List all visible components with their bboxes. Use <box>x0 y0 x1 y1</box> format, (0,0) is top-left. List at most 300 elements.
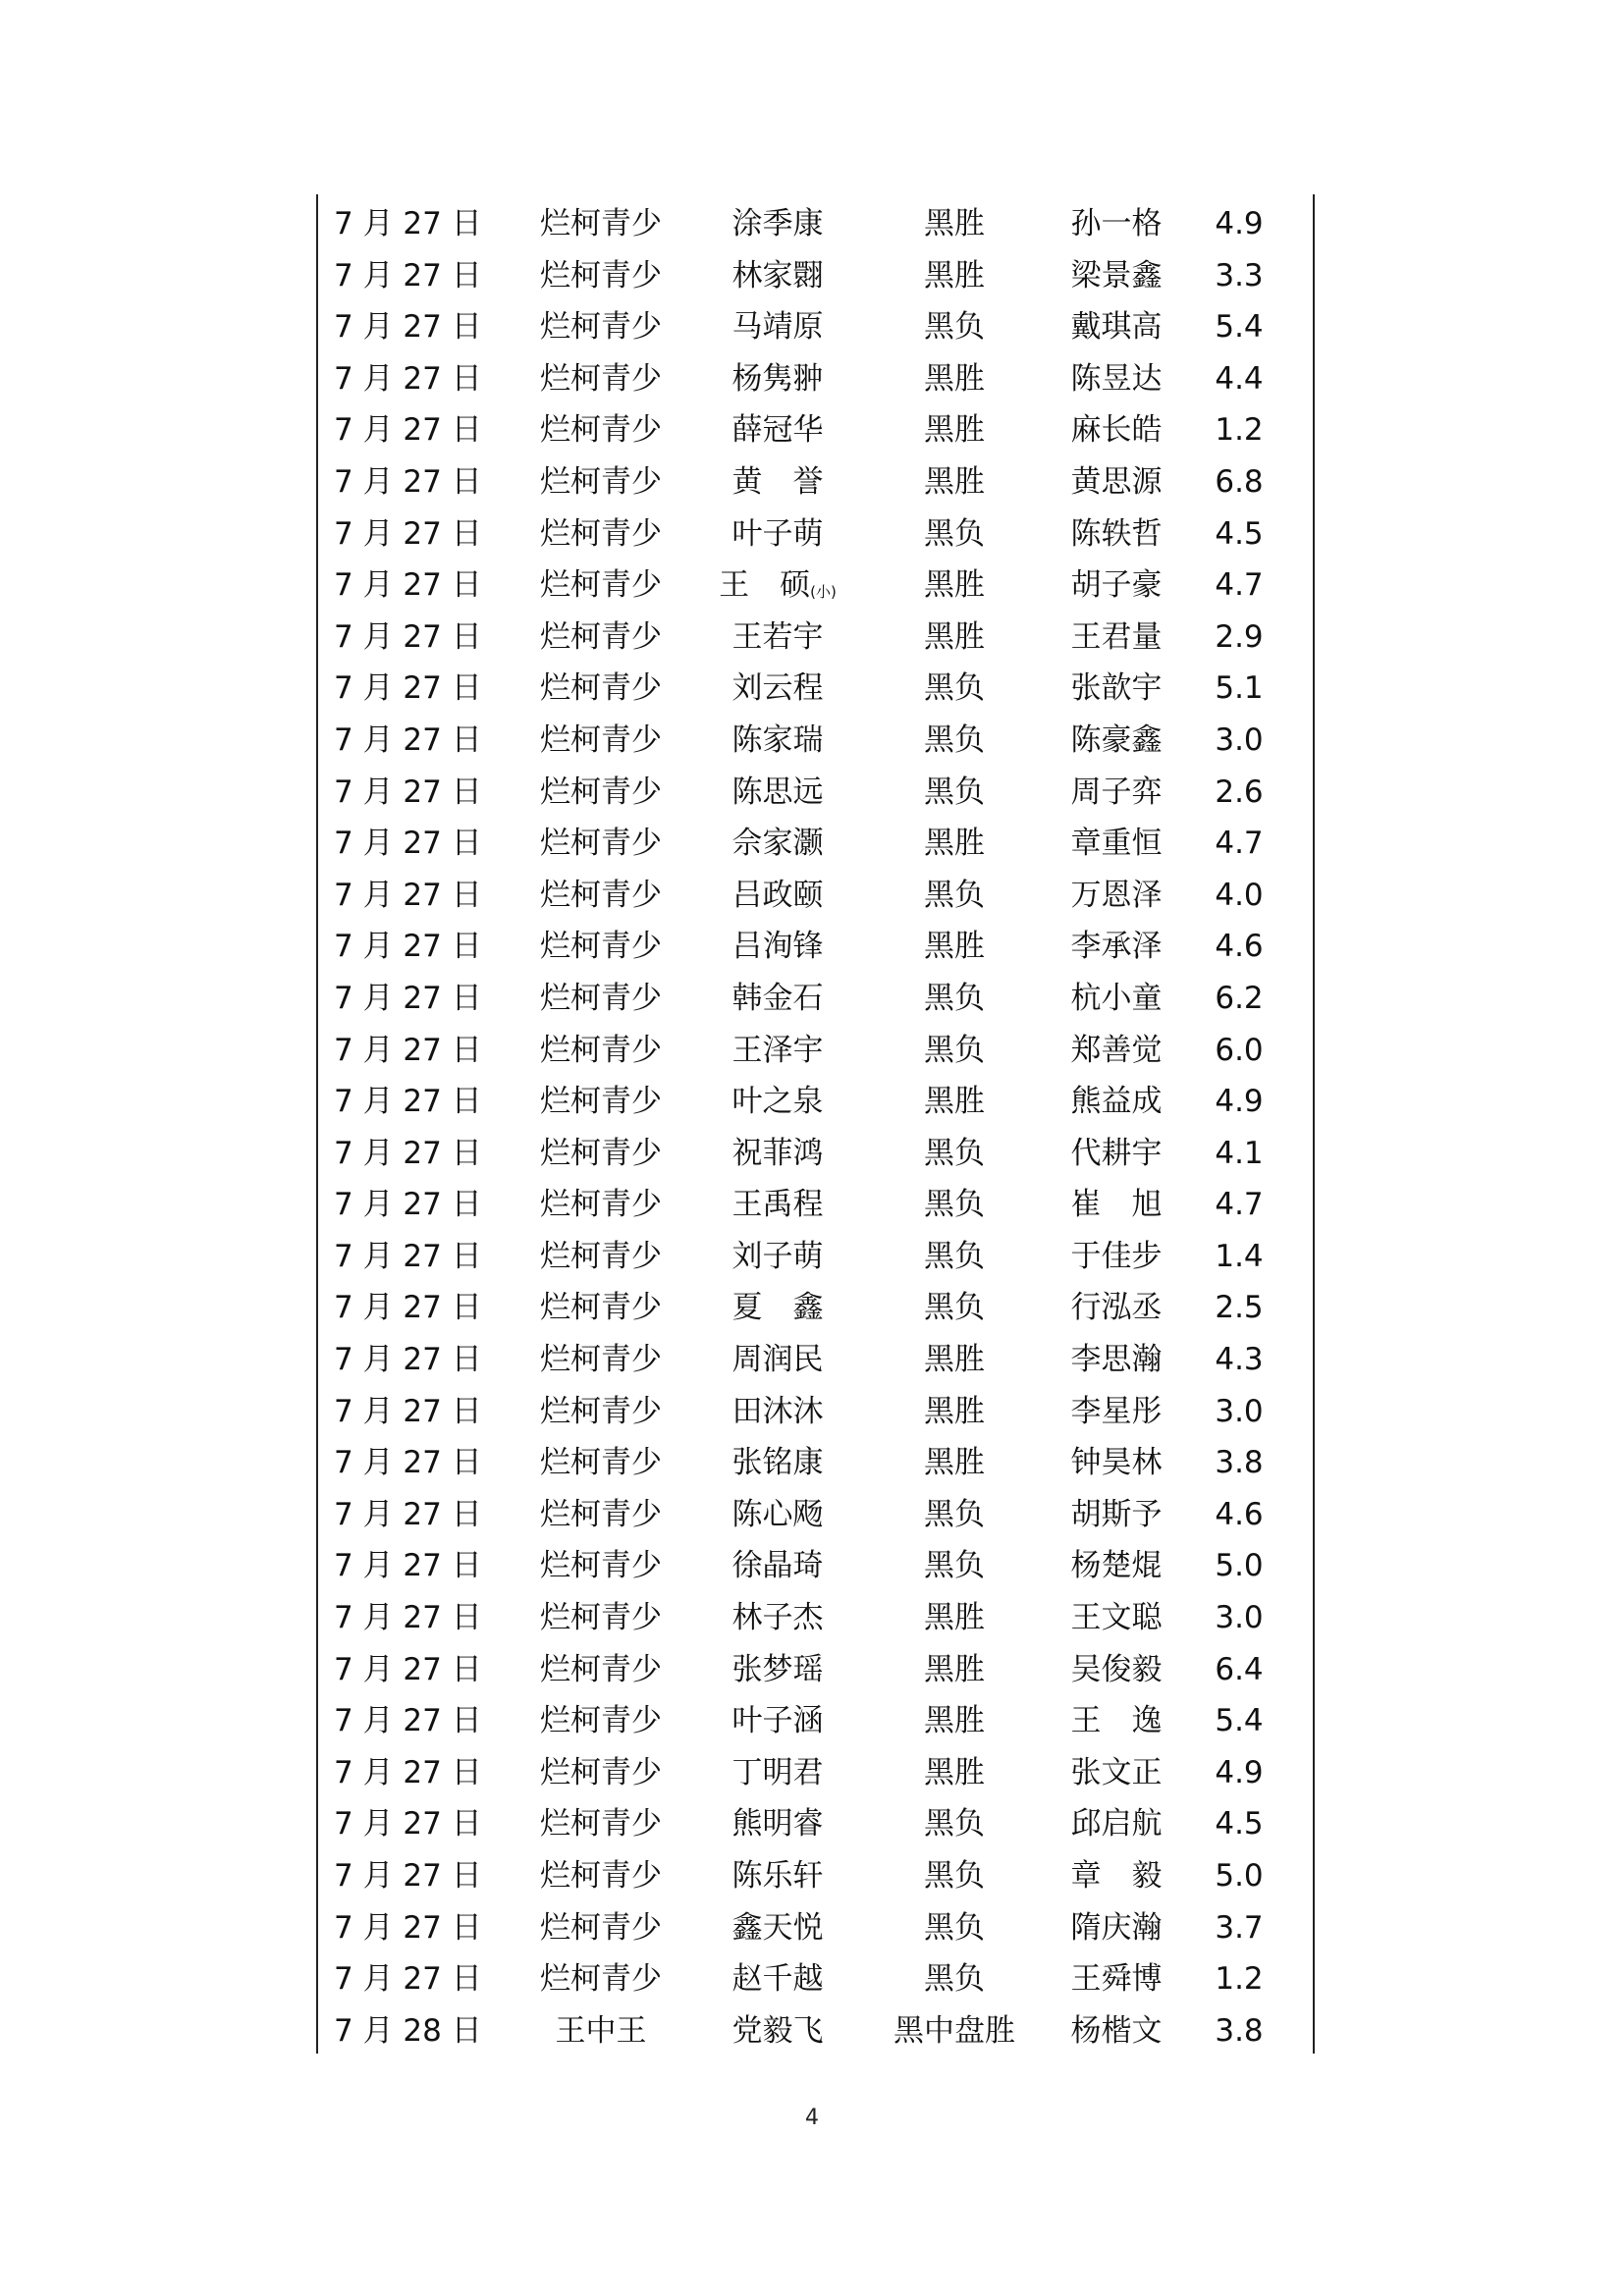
score-cell <box>1185 1231 1293 1283</box>
white-player-cell <box>1043 353 1190 405</box>
result-cell <box>866 508 1043 561</box>
event-cell-text: 烂柯青少 <box>540 1548 662 1584</box>
result-cell <box>866 2005 1043 2057</box>
white-player-cell-text: 万恩泽 <box>1070 877 1163 913</box>
score-cell-text: 3.0 <box>1215 721 1264 758</box>
result-cell-text: 黑负 <box>924 1187 985 1223</box>
score-cell <box>1185 1128 1293 1180</box>
score-cell-text: 3.0 <box>1215 1393 1264 1429</box>
black-player-cell-text: 林子杰 <box>731 1600 824 1636</box>
score-cell <box>1185 1850 1293 1902</box>
event-cell <box>503 1953 699 2005</box>
black-player-cell <box>689 1437 866 1489</box>
date-cell <box>334 870 481 922</box>
white-player-cell <box>1043 1437 1190 1489</box>
event-cell-text: 烂柯青少 <box>540 670 662 707</box>
black-player-cell <box>689 1489 866 1541</box>
white-player-cell-text: 郑善觉 <box>1070 1032 1163 1068</box>
score-cell <box>1185 250 1293 302</box>
result-cell <box>866 767 1043 819</box>
result-cell-text: 黑负 <box>924 1961 985 1998</box>
white-player-cell <box>1043 715 1190 767</box>
result-cell-text: 黑胜 <box>924 618 985 655</box>
result-cell-text: 黑负 <box>924 774 985 810</box>
black-player-cell-text: 吕政颐 <box>731 877 824 913</box>
event-cell-text: 烂柯青少 <box>540 1445 662 1481</box>
event-cell-text: 烂柯青少 <box>540 1754 662 1790</box>
date-cell <box>334 353 481 405</box>
black-player-cell <box>689 456 866 508</box>
table-row <box>316 1540 1315 1592</box>
white-player-cell-text: 黄思源 <box>1070 463 1163 500</box>
date-cell <box>334 1540 481 1592</box>
black-player-cell-text: 周润民 <box>731 1342 824 1378</box>
black-player-cell-text: 林家翾 <box>731 257 824 294</box>
score-cell <box>1185 456 1293 508</box>
score-cell <box>1185 404 1293 456</box>
black-player-cell <box>689 1850 866 1902</box>
event-cell-text: 烂柯青少 <box>540 257 662 294</box>
white-player-cell-text: 李星彤 <box>1070 1393 1163 1429</box>
score-cell-text: 3.3 <box>1215 257 1264 294</box>
black-player-cell-text: 刘子萌 <box>731 1238 824 1274</box>
event-cell <box>503 1798 699 1850</box>
event-cell-text: 烂柯青少 <box>540 1290 662 1326</box>
result-cell-text: 黑胜 <box>924 463 985 500</box>
white-player-cell <box>1043 1953 1190 2005</box>
white-player-cell <box>1043 2005 1190 2057</box>
score-cell-text: 6.4 <box>1215 1651 1264 1687</box>
result-cell <box>866 250 1043 302</box>
event-cell-text: 烂柯青少 <box>540 567 662 604</box>
date-cell <box>334 1747 481 1799</box>
date-cell-text: 7 月 28 日 <box>334 2012 482 2049</box>
white-player-cell <box>1043 1850 1190 1902</box>
black-player-cell-text: 陈家瑞 <box>731 721 824 758</box>
score-cell-text: 4.7 <box>1215 567 1264 604</box>
table-row <box>316 1592 1315 1644</box>
game-records-table <box>316 198 1315 2056</box>
event-cell <box>503 250 699 302</box>
score-cell-text: 4.5 <box>1215 1806 1264 1842</box>
event-cell <box>503 456 699 508</box>
black-player-cell-text: 王禹程 <box>731 1187 824 1223</box>
result-cell-text: 黑负 <box>924 980 985 1016</box>
result-cell <box>866 1695 1043 1747</box>
date-cell-text: 7 月 27 日 <box>334 463 482 500</box>
table-row <box>316 1902 1315 1954</box>
black-player-cell <box>689 404 866 456</box>
score-cell <box>1185 1437 1293 1489</box>
black-player-cell <box>689 1076 866 1128</box>
event-cell <box>503 1695 699 1747</box>
result-cell-text: 黑负 <box>924 1548 985 1584</box>
date-cell-text: 7 月 27 日 <box>334 1703 482 1739</box>
date-cell-text: 7 月 27 日 <box>334 412 482 449</box>
date-cell <box>334 973 481 1025</box>
black-player-cell-text: 韩金石 <box>731 980 824 1016</box>
result-cell-text: 黑负 <box>924 515 985 552</box>
black-player-cell <box>689 663 866 715</box>
table-row <box>316 250 1315 302</box>
event-cell-text: 烂柯青少 <box>540 826 662 862</box>
table-row <box>316 1334 1315 1386</box>
table-row <box>316 353 1315 405</box>
score-cell <box>1185 1747 1293 1799</box>
black-player-cell <box>689 1334 866 1386</box>
event-cell <box>503 2005 699 2057</box>
date-cell-text: 7 月 27 日 <box>334 618 482 655</box>
table-row <box>316 612 1315 664</box>
black-player-cell <box>689 560 866 618</box>
result-cell-text: 黑胜 <box>924 257 985 294</box>
result-cell-text: 黑负 <box>924 309 985 346</box>
table-row <box>316 1437 1315 1489</box>
black-player-cell-text: 吕洵锋 <box>731 929 824 965</box>
black-player-cell-text: 熊明睿 <box>731 1806 824 1842</box>
date-cell <box>334 1128 481 1180</box>
date-cell <box>334 1076 481 1128</box>
result-cell <box>866 1282 1043 1334</box>
white-player-cell <box>1043 198 1190 250</box>
score-cell-text: 4.9 <box>1215 206 1264 241</box>
black-player-cell <box>689 973 866 1025</box>
black-player-cell <box>689 198 866 250</box>
result-cell <box>866 1902 1043 1954</box>
result-cell-text: 黑负 <box>924 670 985 707</box>
score-cell <box>1185 301 1293 353</box>
black-player-cell <box>689 767 866 819</box>
date-cell-text: 7 月 27 日 <box>334 1961 482 1998</box>
white-player-cell <box>1043 1489 1190 1541</box>
event-cell-text: 烂柯青少 <box>540 1187 662 1223</box>
event-cell <box>503 353 699 405</box>
event-cell-text: 烂柯青少 <box>540 1342 662 1378</box>
score-cell <box>1185 973 1293 1025</box>
result-cell-text: 黑胜 <box>924 567 985 604</box>
white-player-cell <box>1043 1231 1190 1283</box>
event-cell <box>503 1076 699 1128</box>
white-player-cell <box>1043 1076 1190 1128</box>
white-player-cell <box>1043 767 1190 819</box>
date-cell <box>334 1902 481 1954</box>
date-cell <box>334 1850 481 1902</box>
black-player-cell-text: 徐晶琦 <box>731 1548 824 1584</box>
date-cell-text: 7 月 27 日 <box>334 1238 482 1274</box>
date-cell-text: 7 月 27 日 <box>334 1548 482 1584</box>
score-cell <box>1185 1953 1293 2005</box>
event-cell <box>503 560 699 612</box>
event-cell-text: 烂柯青少 <box>540 1651 662 1687</box>
result-cell <box>866 198 1043 250</box>
black-player-cell-text: 鑫天悦 <box>731 1909 824 1946</box>
white-player-cell <box>1043 1128 1190 1180</box>
date-cell-text: 7 月 27 日 <box>334 1858 482 1894</box>
black-player-cell <box>689 612 866 664</box>
score-cell-text: 4.5 <box>1215 515 1264 552</box>
date-cell <box>334 1644 481 1696</box>
result-cell-text: 黑胜 <box>924 360 985 397</box>
event-cell-text: 烂柯青少 <box>540 515 662 552</box>
event-cell <box>503 1282 699 1334</box>
result-cell <box>866 1076 1043 1128</box>
white-player-cell <box>1043 1747 1190 1799</box>
black-player-cell-text: 赵千越 <box>731 1961 824 1998</box>
score-cell <box>1185 767 1293 819</box>
event-cell <box>503 612 699 664</box>
result-cell <box>866 612 1043 664</box>
table-row <box>316 1953 1315 2005</box>
event-cell <box>503 1747 699 1799</box>
result-cell <box>866 663 1043 715</box>
table-row <box>316 1850 1315 1902</box>
date-cell-text: 7 月 27 日 <box>334 774 482 810</box>
black-player-cell-text: 党毅飞 <box>731 2012 824 2049</box>
black-player-cell <box>689 301 866 353</box>
page-number: 4 <box>805 2106 819 2130</box>
score-cell-text: 4.9 <box>1215 1084 1264 1120</box>
event-cell-text: 烂柯青少 <box>540 1600 662 1636</box>
white-player-cell-text: 杨楚焜 <box>1070 1548 1163 1584</box>
event-cell <box>503 1128 699 1180</box>
event-cell-text: 烂柯青少 <box>540 1135 662 1171</box>
result-cell-text: 黑负 <box>924 1909 985 1946</box>
black-player-cell-text: 王若宇 <box>731 618 824 655</box>
event-cell-text: 烂柯青少 <box>540 1858 662 1894</box>
black-player-cell-text: 陈心飏 <box>731 1496 824 1532</box>
table-row <box>316 1798 1315 1850</box>
event-cell-text: 烂柯青少 <box>540 618 662 655</box>
result-cell-text: 黑胜 <box>924 1754 985 1790</box>
score-cell-text: 3.8 <box>1215 2012 1264 2049</box>
black-player-cell <box>689 1231 866 1283</box>
event-cell <box>503 663 699 715</box>
score-cell <box>1185 508 1293 561</box>
result-cell-text: 黑负 <box>924 1238 985 1274</box>
result-cell-text: 黑胜 <box>924 1445 985 1481</box>
white-player-cell-text: 代耕宇 <box>1070 1135 1163 1171</box>
black-player-cell-text: 张梦瑶 <box>731 1651 824 1687</box>
result-cell-text: 黑胜 <box>924 412 985 449</box>
white-player-cell-text: 钟昊林 <box>1070 1445 1163 1481</box>
black-player-cell <box>689 508 866 561</box>
event-cell <box>503 1231 699 1283</box>
date-cell-text: 7 月 27 日 <box>334 1754 482 1790</box>
result-cell <box>866 456 1043 508</box>
result-cell <box>866 301 1043 353</box>
date-cell-text: 7 月 27 日 <box>334 1806 482 1842</box>
table-row <box>316 1695 1315 1747</box>
date-cell-text: 7 月 27 日 <box>334 929 482 965</box>
date-cell <box>334 1798 481 1850</box>
black-player-cell-text: 丁明君 <box>731 1754 824 1790</box>
table-row <box>316 404 1315 456</box>
white-player-cell <box>1043 1798 1190 1850</box>
date-cell <box>334 663 481 715</box>
date-cell <box>334 612 481 664</box>
white-player-cell <box>1043 870 1190 922</box>
event-cell-text: 烂柯青少 <box>540 1806 662 1842</box>
date-cell-text: 7 月 27 日 <box>334 877 482 913</box>
black-player-cell-text: 佘家灏 <box>731 826 824 862</box>
event-cell <box>503 1437 699 1489</box>
result-cell <box>866 1386 1043 1438</box>
white-player-cell <box>1043 1334 1190 1386</box>
black-player-cell-text: 杨隽翀 <box>731 360 824 397</box>
white-player-cell <box>1043 404 1190 456</box>
table-row <box>316 1386 1315 1438</box>
table-row <box>316 301 1315 353</box>
black-player-cell <box>689 715 866 767</box>
white-player-cell <box>1043 1695 1190 1747</box>
result-cell <box>866 1334 1043 1386</box>
date-cell-text: 7 月 27 日 <box>334 1651 482 1687</box>
white-player-cell <box>1043 1282 1190 1334</box>
white-player-cell <box>1043 921 1190 973</box>
score-cell-text: 4.7 <box>1215 826 1264 862</box>
result-cell <box>866 353 1043 405</box>
score-cell-text: 5.4 <box>1215 309 1264 346</box>
date-cell-text: 7 月 27 日 <box>334 1290 482 1326</box>
score-cell <box>1185 921 1293 973</box>
event-cell <box>503 508 699 561</box>
event-cell <box>503 1540 699 1592</box>
white-player-cell <box>1043 1902 1190 1954</box>
event-cell <box>503 1179 699 1231</box>
score-cell-text: 4.6 <box>1215 1496 1264 1532</box>
white-player-cell-text: 隋庆瀚 <box>1070 1909 1163 1946</box>
event-cell <box>503 1489 699 1541</box>
event-cell-text: 烂柯青少 <box>540 412 662 449</box>
black-player-cell <box>689 1025 866 1077</box>
score-cell-text: 3.7 <box>1215 1909 1264 1946</box>
white-player-cell-text: 杭小童 <box>1070 980 1163 1016</box>
table-row <box>316 1489 1315 1541</box>
black-player-cell <box>689 1695 866 1747</box>
table-row <box>316 1747 1315 1799</box>
result-cell <box>866 1231 1043 1283</box>
white-player-cell <box>1043 301 1190 353</box>
event-cell <box>503 767 699 819</box>
score-cell <box>1185 818 1293 870</box>
date-cell-text: 7 月 27 日 <box>334 1496 482 1532</box>
date-cell <box>334 301 481 353</box>
table-row <box>316 1282 1315 1334</box>
date-cell <box>334 2005 481 2057</box>
result-cell-text: 黑负 <box>924 721 985 758</box>
white-player-cell-text: 章重恒 <box>1070 826 1163 862</box>
score-cell <box>1185 1540 1293 1592</box>
event-cell-text: 烂柯青少 <box>540 774 662 810</box>
date-cell <box>334 1953 481 2005</box>
result-cell-text: 黑负 <box>924 1135 985 1171</box>
score-cell <box>1185 1489 1293 1541</box>
score-cell-text: 5.4 <box>1215 1703 1264 1739</box>
black-player-cell-text: 薛冠华 <box>731 412 824 449</box>
black-player-cell-text: 刘云程 <box>731 670 824 707</box>
white-player-cell <box>1043 612 1190 664</box>
white-player-cell-text: 王文聪 <box>1070 1600 1163 1636</box>
table-row <box>316 1644 1315 1696</box>
black-player-cell <box>689 870 866 922</box>
score-cell <box>1185 353 1293 405</box>
white-player-cell-text: 陈轶哲 <box>1070 515 1163 552</box>
black-player-cell <box>689 353 866 405</box>
white-player-cell-text: 章 毅 <box>1070 1858 1163 1894</box>
event-cell <box>503 1334 699 1386</box>
event-cell-text: 烂柯青少 <box>540 1084 662 1120</box>
event-cell <box>503 715 699 767</box>
white-player-cell-text: 熊益成 <box>1070 1084 1163 1120</box>
date-cell <box>334 1334 481 1386</box>
score-cell <box>1185 870 1293 922</box>
score-cell-text: 6.0 <box>1215 1032 1264 1068</box>
white-player-cell-text: 张文正 <box>1070 1754 1163 1790</box>
black-player-cell-text: 叶子萌 <box>731 515 824 552</box>
result-cell-text: 黑中盘胜 <box>893 2012 1015 2049</box>
score-cell-text: 3.0 <box>1215 1600 1264 1636</box>
table-row <box>316 818 1315 870</box>
result-cell <box>866 1128 1043 1180</box>
event-cell-text: 烂柯青少 <box>540 1496 662 1532</box>
date-cell <box>334 1282 481 1334</box>
score-cell <box>1185 560 1293 612</box>
event-cell-text: 烂柯青少 <box>540 1909 662 1946</box>
date-cell-text: 7 月 27 日 <box>334 1135 482 1171</box>
result-cell <box>866 1592 1043 1644</box>
date-cell-text: 7 月 27 日 <box>334 1032 482 1068</box>
score-cell <box>1185 1282 1293 1334</box>
score-cell <box>1185 1386 1293 1438</box>
date-cell-text: 7 月 27 日 <box>334 980 482 1016</box>
date-cell-text: 7 月 27 日 <box>334 567 482 604</box>
white-player-cell-text: 戴琪高 <box>1070 309 1163 346</box>
table-row <box>316 560 1315 612</box>
date-cell <box>334 818 481 870</box>
result-cell <box>866 1489 1043 1541</box>
event-cell-text: 烂柯青少 <box>540 980 662 1016</box>
white-player-cell <box>1043 1025 1190 1077</box>
score-cell-text: 5.0 <box>1215 1858 1264 1894</box>
date-cell <box>334 1231 481 1283</box>
event-cell <box>503 404 699 456</box>
date-cell-text: 7 月 27 日 <box>334 1187 482 1223</box>
table-row <box>316 870 1315 922</box>
black-player-cell-text: 张铭康 <box>731 1445 824 1481</box>
event-cell-text: 烂柯青少 <box>540 1032 662 1068</box>
white-player-cell-text: 孙一格 <box>1070 206 1163 241</box>
result-cell <box>866 1747 1043 1799</box>
date-cell <box>334 560 481 612</box>
score-cell-text: 6.2 <box>1215 980 1264 1016</box>
black-player-cell-text: 祝菲鸿 <box>731 1135 824 1171</box>
result-cell <box>866 921 1043 973</box>
white-player-cell <box>1043 560 1190 612</box>
black-player-cell-text: 陈乐轩 <box>731 1858 824 1894</box>
white-player-cell <box>1043 456 1190 508</box>
white-player-cell <box>1043 1540 1190 1592</box>
event-cell <box>503 1386 699 1438</box>
white-player-cell-text: 李思瀚 <box>1070 1342 1163 1378</box>
event-cell <box>503 1850 699 1902</box>
score-cell-text: 4.9 <box>1215 1754 1264 1790</box>
black-player-cell <box>689 921 866 973</box>
result-cell <box>866 1953 1043 2005</box>
score-cell <box>1185 1179 1293 1231</box>
table-row <box>316 1179 1315 1231</box>
score-cell <box>1185 1025 1293 1077</box>
table-row <box>316 715 1315 767</box>
